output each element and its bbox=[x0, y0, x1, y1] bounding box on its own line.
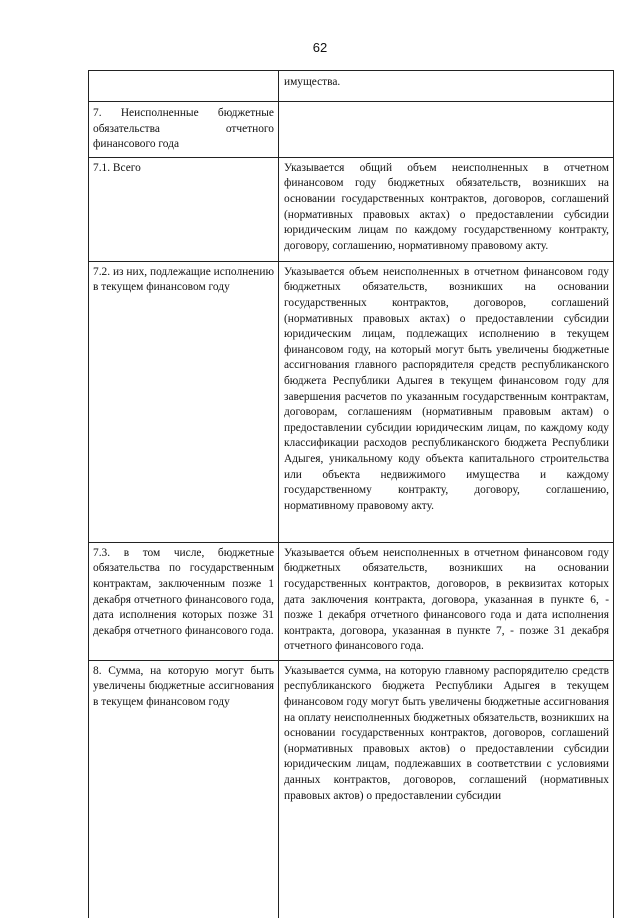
row-description: Указывается сумма, на которую главному распорядителю средств республиканского бюджета Республики Адыгея в текущем финансовом году могут быть увеличены бюджетные ассигнования на оплату неисполненных бюджетных обязательств, возникших на основании государственных контрактов, договоров, соглашений (нормативных правовых актов) о предоставлении субсидии юридическим лицам, подлежавших в соответствии с условиями данных контрактов, договоров, соглашений (нормативных правовых актов) о предоставлении субсидии bbox=[279, 660, 614, 918]
row-description: Указывается объем неисполненных в отчетном финансовом году бюджетных обязательств, возникших на основании государственных контрактов, договоров, соглашений (нормативных правовых актах) о предоставлении субсидии юридическим лицам, подлежащих исполнению в текущем финансовом году, на который могут быть увеличены бюджетные ассигнования главного распорядителя средств республиканского бюджета Республики Адыгея в текущем финансовом году для завершения расчетов по указанным государственным контрактам, договорам, соглашениям (нормативным правовым актам) о предоставлении субсидии юридическим лицам, по каждому коду классификации расходов республиканского бюджета Республики Адыгея, уникальному коду объекта капитального строительства или объекта недвижимого имущества и каждому государственному контракту, договору, соглашению, нормативному правовому акту. bbox=[279, 261, 614, 542]
table-row bbox=[89, 102, 614, 158]
row-description: имущества. bbox=[279, 71, 614, 102]
row-description: Указывается объем неисполненных в отчетном финансовом году бюджетных обязательств, возникших на основании государственных контрактов, договоров, в реквизитах которых дата заключения контракта, договора, указанная в пункте 6, - позже 1 декабря отчетного финансового года и дата исполнения контракта, договора, указанная в пункте 7, - позже 31 декабря отчетного финансового года. bbox=[279, 542, 614, 660]
row-description: Указывается общий объем неисполненных в отчетном финансовом году бюджетных обязательств, возникших на основании государственных контрактов, договоров, соглашений (нормативных правовых актах) о предоставлении субсидии юридическим лицам по каждому государственному контракту, договору, соглашению, нормативному правовому акту. bbox=[279, 157, 614, 261]
table-row bbox=[89, 542, 614, 660]
row-label: 7.3. в том числе, бюджетные обязательства по государственным контрактам, заключенным позже 1 декабря отчетного финансового года, дата исполнения которых позже 31 декабря отчетного финансового года. bbox=[89, 542, 279, 660]
row-label: 7.1. Всего bbox=[89, 157, 279, 261]
table-row bbox=[89, 261, 614, 542]
table-row bbox=[89, 71, 614, 102]
table-row bbox=[89, 660, 614, 918]
row-description bbox=[279, 102, 614, 158]
row-label: 8. Сумма, на которую могут быть увеличены бюджетные ассигнования в текущем финансовом году bbox=[89, 660, 279, 918]
row-label bbox=[89, 71, 279, 102]
requirements-table bbox=[88, 70, 614, 918]
row-label: 7. Неисполненные бюджетные обязательства отчетного финансового года bbox=[89, 102, 279, 158]
table-row bbox=[89, 157, 614, 261]
row-label: 7.2. из них, подлежащие исполнению в текущем финансовом году bbox=[89, 261, 279, 542]
page-number: 62 bbox=[312, 40, 328, 55]
